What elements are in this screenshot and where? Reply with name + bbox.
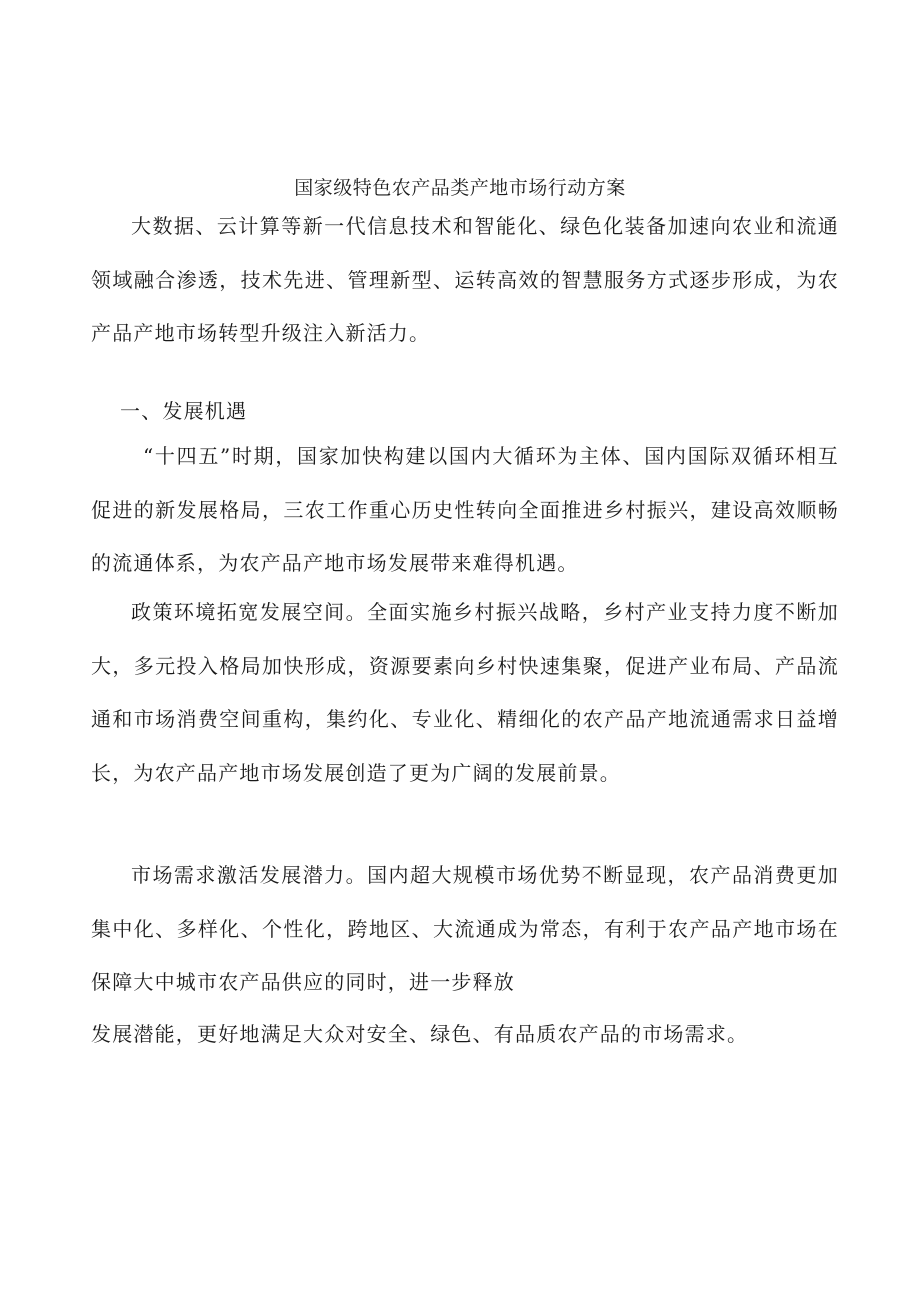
document-title: 国家级特色农产品类产地市场行动方案: [294, 177, 626, 199]
paragraph-policy: 政策环境拓宽发展空间。全面实施乡村振兴战略，乡村产业支持力度不断加大，多元投入格局加快形成，资源要素向乡村快速集聚，促进产业布局、产品流通和市场消费空间重构，集约化、专业化、精细化的农产品产地流通需求日益增长，为农产品产地市场发展创造了更为广阔的发展前景。: [91, 600, 839, 785]
paragraph-opportunity: “十四五”时期，国家加快构建以国内大循环为主体、国内国际双循环相互促进的新发展格局，三农工作重心历史性转向全面推进乡村振兴，建设高效顺畅的流通体系，为农产品产地市场发展带来难得机遇。: [91, 444, 839, 575]
intro-paragraph: 大数据、云计算等新一代信息技术和智能化、绿色化装备加速向农业和流通领域融合渗透，技术先进、管理新型、运转高效的智慧服务方式逐步形成，为农产品产地市场转型升级注入新活力。: [91, 214, 839, 345]
paragraph-market-demand: 市场需求激活发展潜力。国内超大规模市场优势不断显现，农产品消费更加集中化、多样化、个性化，跨地区、大流通成为常态，有利于农产品产地市场在保障大中城市农产品供应的同时，进一步释放: [91, 863, 839, 994]
section-heading: 一、发展机遇: [120, 399, 248, 423]
paragraph-market-demand-continued: 发展潜能，更好地满足大众对安全、绿色、有品质农产品的市场需求。: [91, 1022, 749, 1046]
